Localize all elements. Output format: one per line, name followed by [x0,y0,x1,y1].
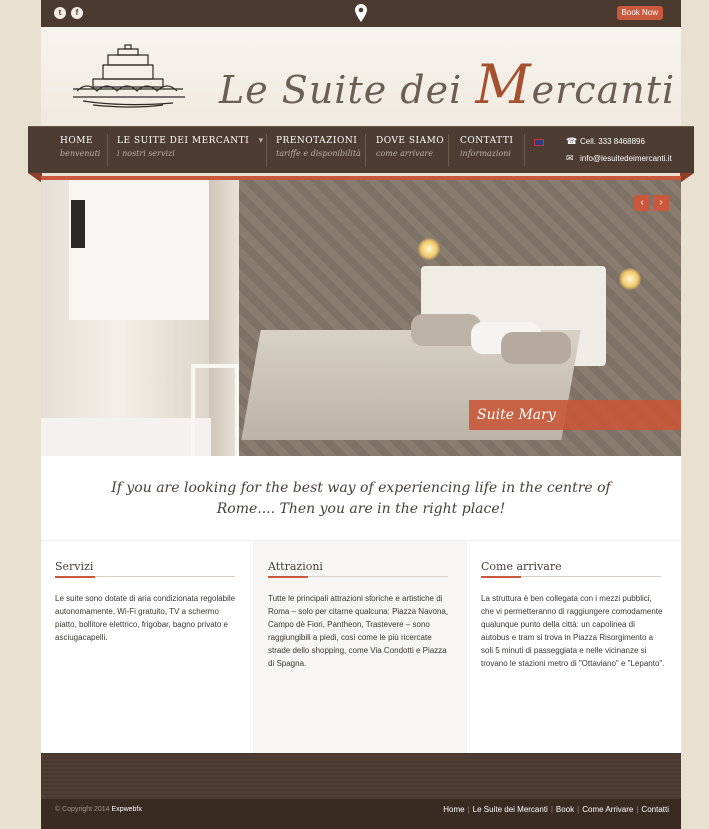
info-columns [41,540,681,753]
twitter-icon[interactable]: t [54,7,66,19]
footer-band [41,753,681,799]
column-text: Tutte le principali attrazioni storiche e artistiche di Roma – solo per citarne qualcuna: Piazza Navona, Campo dè Fiori, Pantheon, Trastevere – sono raggiungibili a piedi, così come le più ricercate strade dello shopping, come Via Condotti e Piazza di Spagna. [268,594,449,668]
nav-item-dove-siamo[interactable]: DOVE SIAMO come arrivare [376,136,445,158]
nav-item-prenotazioni[interactable]: PRENOTAZIONI tariffe e disponibilità [276,136,361,158]
mail-icon: ✉ [566,153,574,163]
column-come-arrivare [467,541,681,754]
phone-contact: ☎ Cell. 333 8468896 [566,136,645,146]
slide-caption: Suite Mary [469,400,681,430]
column-title: Come arrivare [481,560,562,573]
footer-link-home[interactable]: Home [443,805,465,814]
phone-icon: ☎ [566,136,578,146]
column-text: La struttura è ben collegata con i mezzi pubblici, che vi permetteranno di raggiungere comodamente qualunque punto della città: un capolinea di autobus e tram si trova in Piazza Risorgimento a soli 5 minuti di passeggiata e nelle vicinanze si trovano le stazioni metro di "Ottaviano" e "Lepanto". [481,594,665,668]
image-slider[interactable] [41,176,681,456]
nav-item-contatti[interactable]: CONTATTI informazioni [460,136,514,158]
main-nav [28,126,694,173]
top-bar [41,0,681,27]
nav-item-home[interactable]: HOME benvenuti [60,136,101,158]
nav-ribbon-right [680,173,694,183]
book-now-button[interactable]: Book Now [617,6,663,20]
nav-ribbon-left [28,173,42,183]
chevron-down-icon: ▾ [258,136,264,146]
slider-prev-button[interactable]: ‹ [634,195,650,211]
email-contact[interactable]: ✉ info@lesuitedeimercanti.it [566,153,672,163]
column-text: Le suite sono dotate di aria condizionata regolabile autonomamente, Wi-Fi gratuito, TV a schermo piatto, bollitore elettrico, frigobar, bagno privato e asciugacapelli. [55,594,236,642]
footer-link-le-suite[interactable]: Le Suite dei Mercanti [472,805,548,814]
tagline: If you are looking for the best way of experiencing life in the centre of Rome.... Then you are in the right place! [111,480,611,517]
nav-item-le-suite[interactable]: LE SUITE DEI MERCANTI ▾ i nostri servizi [117,136,264,158]
footer-link-come-arrivare[interactable]: Come Arrivare [582,805,634,814]
map-pin-icon[interactable] [355,4,367,22]
footer-link-book[interactable]: Book [555,805,575,814]
site-header [41,27,681,126]
author-link[interactable]: Expwebfx [111,806,142,813]
tagline-section [41,456,681,540]
site-logo-text[interactable]: Le Suite dei Mercanti [219,53,676,116]
slider-arrows [631,192,669,211]
site-footer [41,799,681,829]
facebook-icon[interactable]: f [71,7,83,19]
column-title: Servizi [55,560,94,573]
footer-links: Home | Le Suite dei Mercanti | Book | Come Arrivare | Contatti [443,805,669,814]
slider-next-button[interactable]: › [653,195,669,211]
column-attrazioni [253,541,467,754]
english-flag-icon[interactable] [534,139,544,146]
footer-link-contatti[interactable]: Contatti [641,805,669,814]
column-servizi [41,541,253,754]
column-title: Attrazioni [268,560,323,573]
copyright: © Copyright 2014 Expwebfx [55,806,142,813]
castle-logo[interactable] [63,39,193,117]
